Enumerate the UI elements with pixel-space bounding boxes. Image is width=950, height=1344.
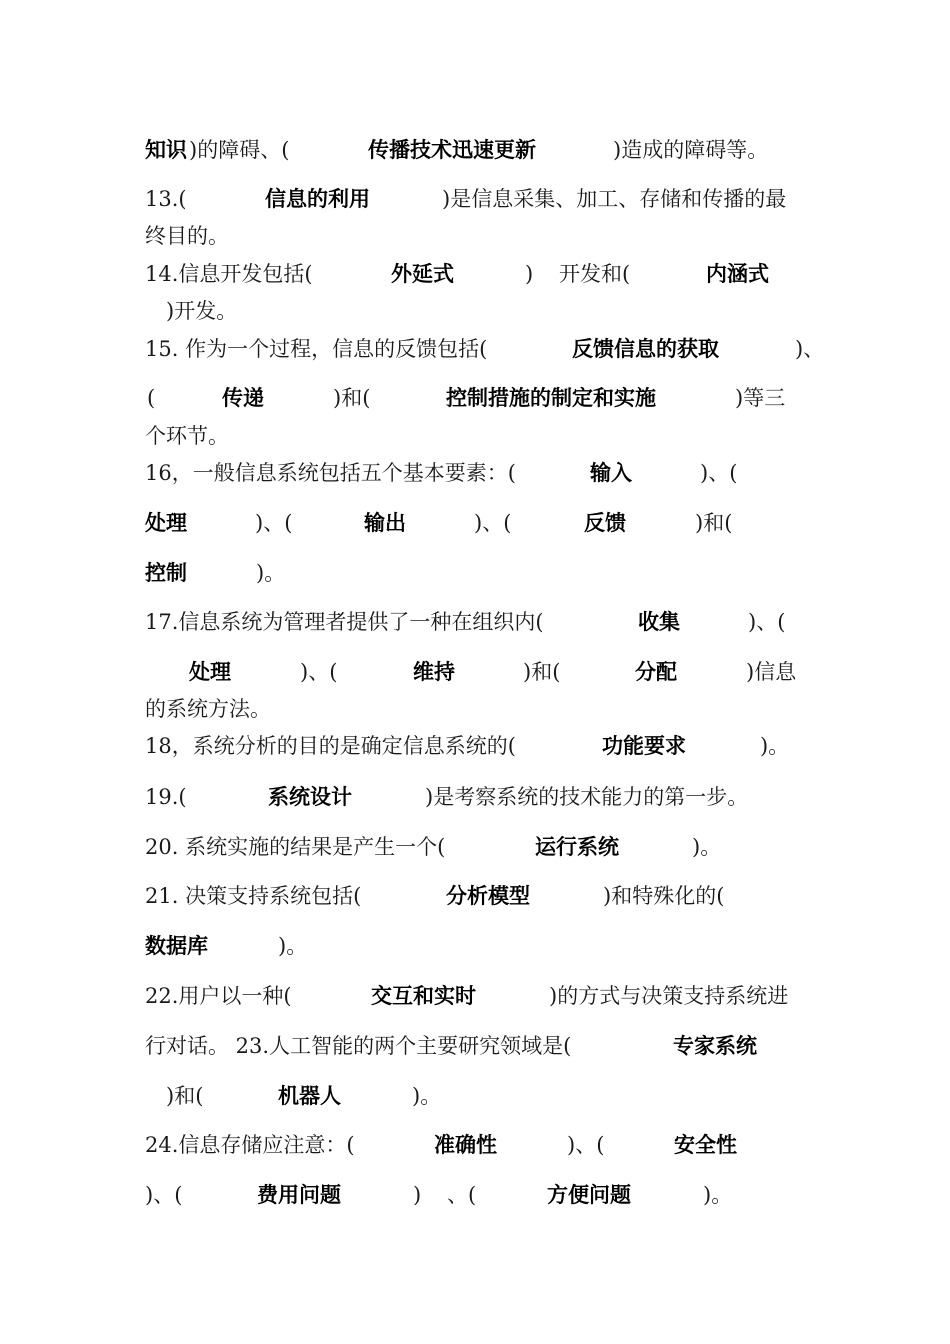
question-text: 14.信息开发包括(	[145, 262, 313, 286]
answer-text: 内涵式	[706, 262, 769, 286]
question-text: )和(	[333, 386, 371, 410]
question-text: )、(	[255, 511, 293, 535]
answer-text: 系统设计	[268, 785, 352, 809]
answer-text: 传递	[222, 386, 264, 410]
question-text: )。	[692, 835, 722, 859]
question-text: )的障碍、(	[189, 138, 290, 162]
answer-text: 方便问题	[547, 1183, 631, 1207]
answer-text: 反馈	[584, 511, 626, 535]
question-text: )。	[412, 1084, 442, 1108]
question-text: )。	[256, 561, 286, 585]
question-text: )是考察系统的技术能力的第一步。	[425, 785, 749, 809]
answer-text: 分析模型	[446, 884, 530, 908]
answer-text: 控制措施的制定和实施	[446, 386, 656, 410]
answer-text: 准确性	[434, 1133, 497, 1157]
answer-text: 输入	[590, 461, 632, 485]
answer-text: 运行系统	[535, 835, 619, 859]
question-text: )和特殊化的(	[603, 884, 725, 908]
answer-text: 分配	[635, 660, 677, 684]
question-text: )的方式与决策支持系统进	[549, 984, 789, 1008]
answer-text: 功能要求	[602, 734, 686, 758]
question-text: )造成的障碍等。	[613, 138, 769, 162]
answer-text: 知识	[145, 138, 187, 162]
answer-text: 处理	[189, 660, 231, 684]
question-text: 16，一般信息系统包括五个基本要素：(	[145, 461, 516, 485]
answer-text: 专家系统	[673, 1034, 757, 1058]
answer-text: 处理	[145, 511, 187, 535]
question-text: 13.(	[145, 187, 187, 211]
question-text: )和(	[695, 511, 733, 535]
question-text: )是信息采集、加工、存储和传播的最	[442, 187, 787, 211]
question-text: )。	[278, 934, 308, 958]
answer-text: 数据库	[145, 934, 208, 958]
question-text: 21. 决策支持系统包括(	[145, 884, 362, 908]
question-text: )、(	[474, 511, 512, 535]
answer-text: 信息的利用	[265, 187, 370, 211]
answer-text: 控制	[145, 561, 187, 585]
question-text: 24.信息存储应注意：(	[145, 1133, 355, 1157]
answer-text: 安全性	[674, 1133, 737, 1157]
answer-text: 反馈信息的获取	[572, 337, 719, 361]
answer-text: 外延式	[391, 262, 454, 286]
question-text: 19.(	[145, 785, 187, 809]
question-text: 开发和(	[559, 262, 631, 286]
question-text: )、(	[145, 1183, 183, 1207]
question-text: 、(	[447, 1183, 477, 1207]
question-text: )和(	[523, 660, 561, 684]
question-text: 的系统方法。	[145, 697, 271, 721]
question-text: )、(	[748, 610, 786, 634]
answer-text: 收集	[638, 610, 680, 634]
question-text: 18，系统分析的目的是确定信息系统的(	[145, 734, 516, 758]
answer-text: 输出	[364, 511, 406, 535]
answer-text: 机器人	[278, 1084, 341, 1108]
answer-text: 费用问题	[257, 1183, 341, 1207]
question-text: 22.用户以一种(	[145, 984, 292, 1008]
question-text: )、	[795, 337, 825, 361]
question-text: )。	[703, 1183, 733, 1207]
answer-text: 维持	[413, 660, 455, 684]
answer-text: 传播技术迅速更新	[368, 138, 536, 162]
question-text: 个环节。	[145, 424, 229, 448]
question-text: )和(	[166, 1084, 204, 1108]
question-text: 20. 系统实施的结果是产生一个(	[145, 835, 446, 859]
question-text: )、(	[300, 660, 338, 684]
question-text: )、(	[567, 1133, 605, 1157]
question-text: 终目的。	[145, 224, 229, 248]
question-text: 15. 作为一个过程，信息的反馈包括(	[145, 337, 488, 361]
question-text: (	[147, 386, 156, 410]
question-text: )	[413, 1183, 422, 1207]
question-text: 行对话。 23.人工智能的两个主要研究领域是(	[145, 1034, 572, 1058]
answer-text: 交互和实时	[371, 984, 476, 1008]
question-text: )	[525, 262, 534, 286]
question-text: )等三	[735, 386, 786, 410]
question-text: 17.信息系统为管理者提供了一种在组织内(	[145, 610, 544, 634]
question-text: )。	[760, 734, 790, 758]
question-text: )信息	[746, 660, 797, 684]
question-text: )开发。	[166, 299, 238, 323]
question-text: )、(	[700, 461, 738, 485]
